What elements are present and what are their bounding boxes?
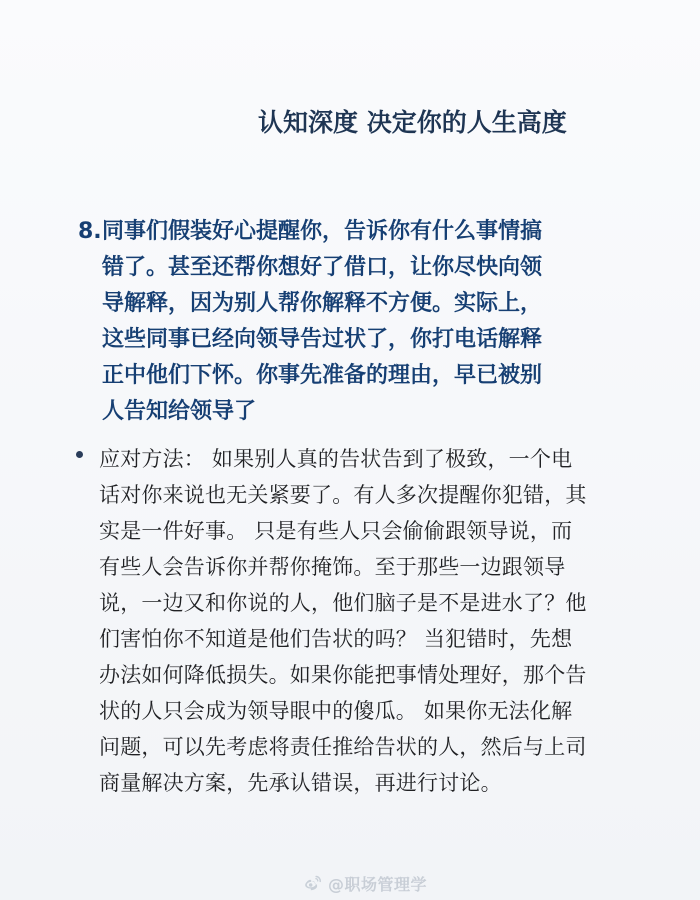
- coping-method: [76, 441, 656, 801]
- point-number: 8.: [78, 219, 102, 244]
- method-text: 应对方法： 如果别人真的告状告到了极致，一个电 话对你来说也无关紧要了。有人多次提醒你犯错，其 实是一件好事。 只是有些人只会偷偷跟领导说，而 有些人会告诉你并帮你掩饰。至于那些一边跟领导 说，一边又和你说的人，他们脑子是不是进水了？他 们害怕你不知道是他们告状的吗？ 当犯错时，先想 办法如何降低损失。如果你能把事情处理好，那个告 状的人只会成为领导眼中的傻瓜。 如果你无法化解 问题，可以先考虑将责任推给告状的人，然后与上司 商量解决方案，先承认错误，再进行讨论。: [99, 447, 587, 795]
- numbered-point: [78, 214, 638, 430]
- watermark-text: @职场管理学: [328, 874, 428, 894]
- weibo-watermark: [303, 872, 427, 894]
- point-text: 同事们假装好心提醒你，告诉你有什么事情搞 错了。甚至还帮你想好了借口，让你尽快向领 导解释，因为别人帮你解释不方便。实际上， 这些同事已经向领导告过状了，你打电话解释 正中他们下怀。你事先准备的理由，早已被别 人告知给领导了: [102, 219, 543, 424]
- weibo-icon: [303, 873, 323, 893]
- page-title: 认知深度 决定你的人生高度: [258, 108, 567, 137]
- bullet-dot: [76, 451, 83, 458]
